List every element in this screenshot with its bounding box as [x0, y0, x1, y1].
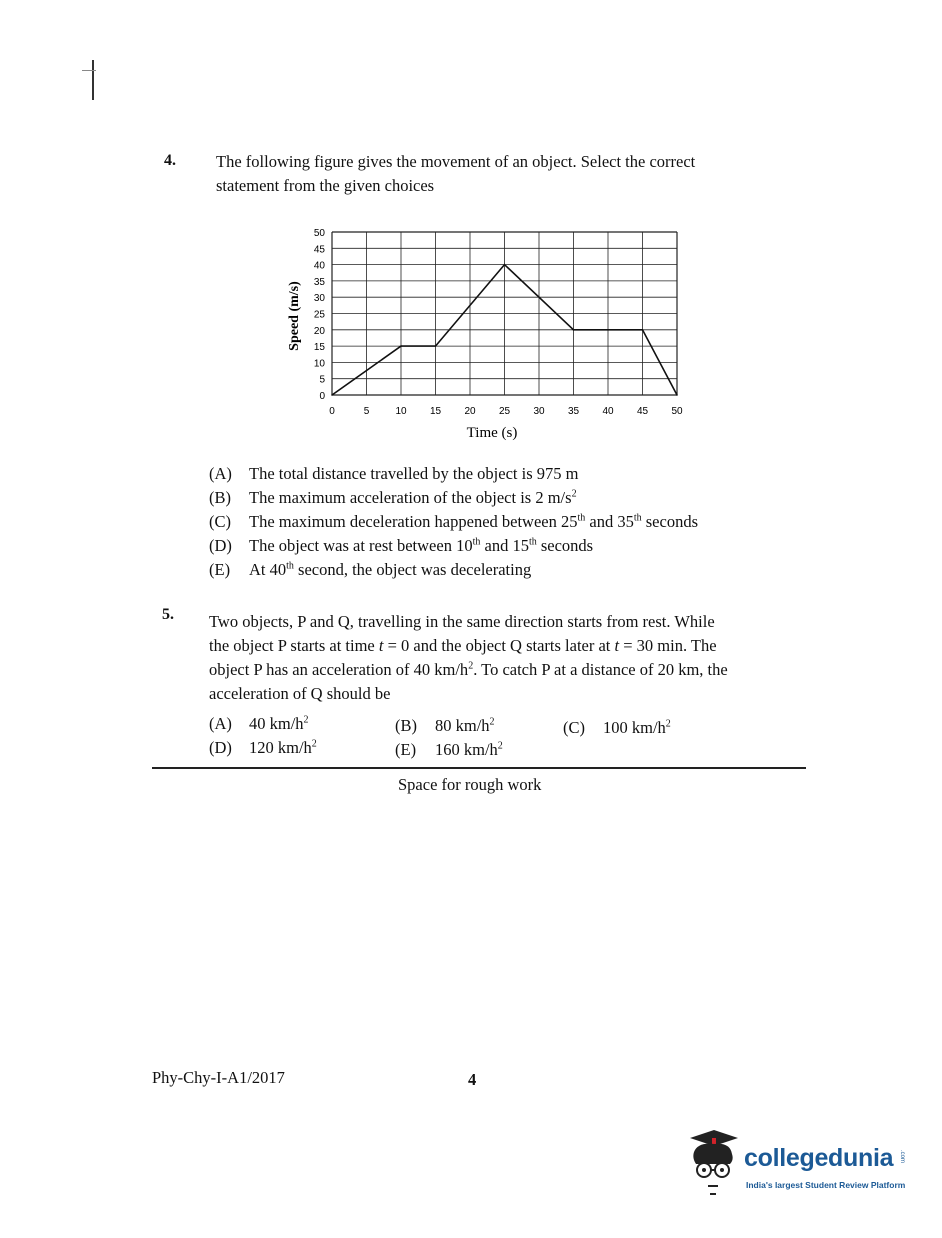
series-point: [400, 345, 402, 347]
x-tick-label: 25: [498, 406, 511, 417]
q5-option-a[interactable]: [209, 712, 309, 736]
q5-stem: [209, 610, 809, 706]
q4-option-b[interactable]: [209, 486, 698, 510]
y-tick-label: 10: [313, 358, 325, 370]
option-text: The total distance travelled by the object is 975 m: [249, 464, 579, 483]
q4-option-c[interactable]: [209, 510, 698, 534]
variable-t: t: [614, 636, 620, 655]
speed-time-chart: [280, 222, 690, 450]
q5-option-b[interactable]: [395, 714, 495, 738]
q5-stem-line1: Two objects, P and Q, travelling in the same direction starts from rest. While: [209, 612, 715, 631]
option-text: seconds: [536, 536, 594, 555]
logo-mascot-icon: [684, 1130, 742, 1200]
scan-mark-tick: [82, 70, 96, 71]
option-label: (E): [209, 560, 231, 579]
logo-wordmark: collegedunia: [744, 1144, 894, 1172]
series-point: [642, 329, 644, 331]
x-tick-label: 35: [567, 406, 580, 417]
logo-tagline: India's largest Student Review Platform: [746, 1180, 906, 1190]
x-axis-label: Time (s): [466, 425, 518, 441]
q5-stem-line4: acceleration of Q should be: [209, 684, 391, 703]
option-text: The object was at rest between 10: [249, 536, 473, 555]
q5-stem-line3: object P has an acceleration of 40 $km/h^2$. To catch P at a distance of 20 km, the: [209, 660, 728, 679]
paper-code: Phy-Chy-I-A1/2017: [152, 1068, 285, 1087]
superscript: th: [528, 536, 537, 548]
x-tick-label: 10: [395, 406, 407, 417]
option-text: 160 km/h: [435, 740, 498, 759]
y-axis-label: Speed (m/s): [287, 281, 302, 351]
rough-work-label: Space for rough work: [398, 775, 542, 794]
option-label: (A): [209, 714, 232, 733]
y-tick-label: 15: [313, 342, 325, 354]
q5-stem-line2: the object P starts at time t = 0 and the object Q starts later at t = 30 min. The: [209, 636, 717, 655]
y-tick-label: 35: [313, 276, 325, 288]
variable-t: t: [378, 636, 384, 655]
y-tick-labels: [314, 228, 326, 402]
x-tick-label: 15: [429, 406, 442, 417]
series-point: [676, 394, 678, 396]
superscript: 2: [303, 714, 309, 726]
superscript: 2: [468, 660, 474, 672]
x-tick-label: 40: [602, 406, 614, 417]
x-tick-label: 20: [464, 406, 476, 417]
q4-option-d[interactable]: [209, 534, 698, 558]
y-tick-label: 25: [313, 309, 325, 321]
q4-option-e[interactable]: [209, 558, 698, 582]
q4-number: 4.: [164, 152, 176, 169]
option-label: (D): [209, 738, 232, 757]
option-text: 40 km/h: [249, 714, 304, 733]
x-tick-label: 50: [671, 406, 683, 417]
series-point: [573, 329, 575, 331]
y-tick-label: 40: [313, 260, 325, 272]
option-text: and 35: [585, 512, 634, 531]
superscript: th: [577, 512, 586, 524]
superscript: th: [633, 512, 642, 524]
y-tick-label: 0: [319, 391, 325, 402]
option-label: (B): [209, 488, 231, 507]
series-point: [504, 264, 506, 266]
superscript: th: [472, 536, 481, 548]
page-number: 4: [468, 1070, 477, 1089]
logo-com: .com: [899, 1150, 905, 1164]
q4-stem-line2: statement from the given choices: [216, 176, 435, 195]
option-label: (D): [209, 536, 232, 555]
scan-mark: [92, 60, 94, 100]
q4-option-a[interactable]: [209, 462, 698, 486]
option-text: 100 km/h: [603, 718, 666, 737]
separator-rule: [152, 767, 806, 769]
q5-option-c[interactable]: [563, 716, 671, 740]
y-tick-label: 5: [319, 374, 325, 386]
option-text: The maximum deceleration happened between 25: [249, 512, 578, 531]
option-text: At 40: [249, 560, 287, 579]
series-point: [331, 394, 333, 396]
q4-stem: [216, 150, 816, 198]
option-label: (E): [395, 740, 417, 759]
superscript: 2: [489, 716, 495, 728]
superscript: 2: [571, 488, 577, 500]
option-text: 120 km/h: [249, 738, 312, 757]
x-tick-label: 5: [363, 406, 370, 417]
option-label: (B): [395, 716, 417, 735]
x-tick-labels: [329, 406, 683, 417]
option-text: second, the object was decelerating: [293, 560, 532, 579]
y-tick-label: 20: [313, 325, 325, 337]
option-label: (C): [563, 718, 585, 737]
q5-option-e[interactable]: [395, 738, 503, 762]
y-tick-label: 45: [313, 244, 325, 256]
q4-options: [209, 462, 698, 582]
q5-option-d[interactable]: [209, 736, 317, 760]
chart-grid: [332, 232, 677, 395]
y-tick-label: 30: [313, 293, 325, 305]
option-text: seconds: [641, 512, 699, 531]
superscript: th: [286, 560, 294, 572]
x-tick-label: 45: [636, 406, 649, 417]
x-tick-label: 0: [329, 406, 335, 417]
superscript: 2: [311, 738, 317, 750]
y-tick-label: 50: [313, 228, 325, 239]
option-text: and 15: [480, 536, 529, 555]
q4-stem-line1: The following figure gives the movement of an object. Select the correct: [216, 152, 696, 171]
superscript: 2: [665, 718, 671, 730]
q5-number: 5.: [162, 606, 174, 623]
superscript: 2: [497, 740, 503, 752]
option-text: The maximum acceleration of the object is 2 m/s: [249, 488, 572, 507]
x-tick-label: 30: [533, 406, 545, 417]
option-text: 80 km/h: [435, 716, 490, 735]
option-label: (A): [209, 464, 232, 483]
option-label: (C): [209, 512, 231, 531]
series-point: [435, 345, 437, 347]
